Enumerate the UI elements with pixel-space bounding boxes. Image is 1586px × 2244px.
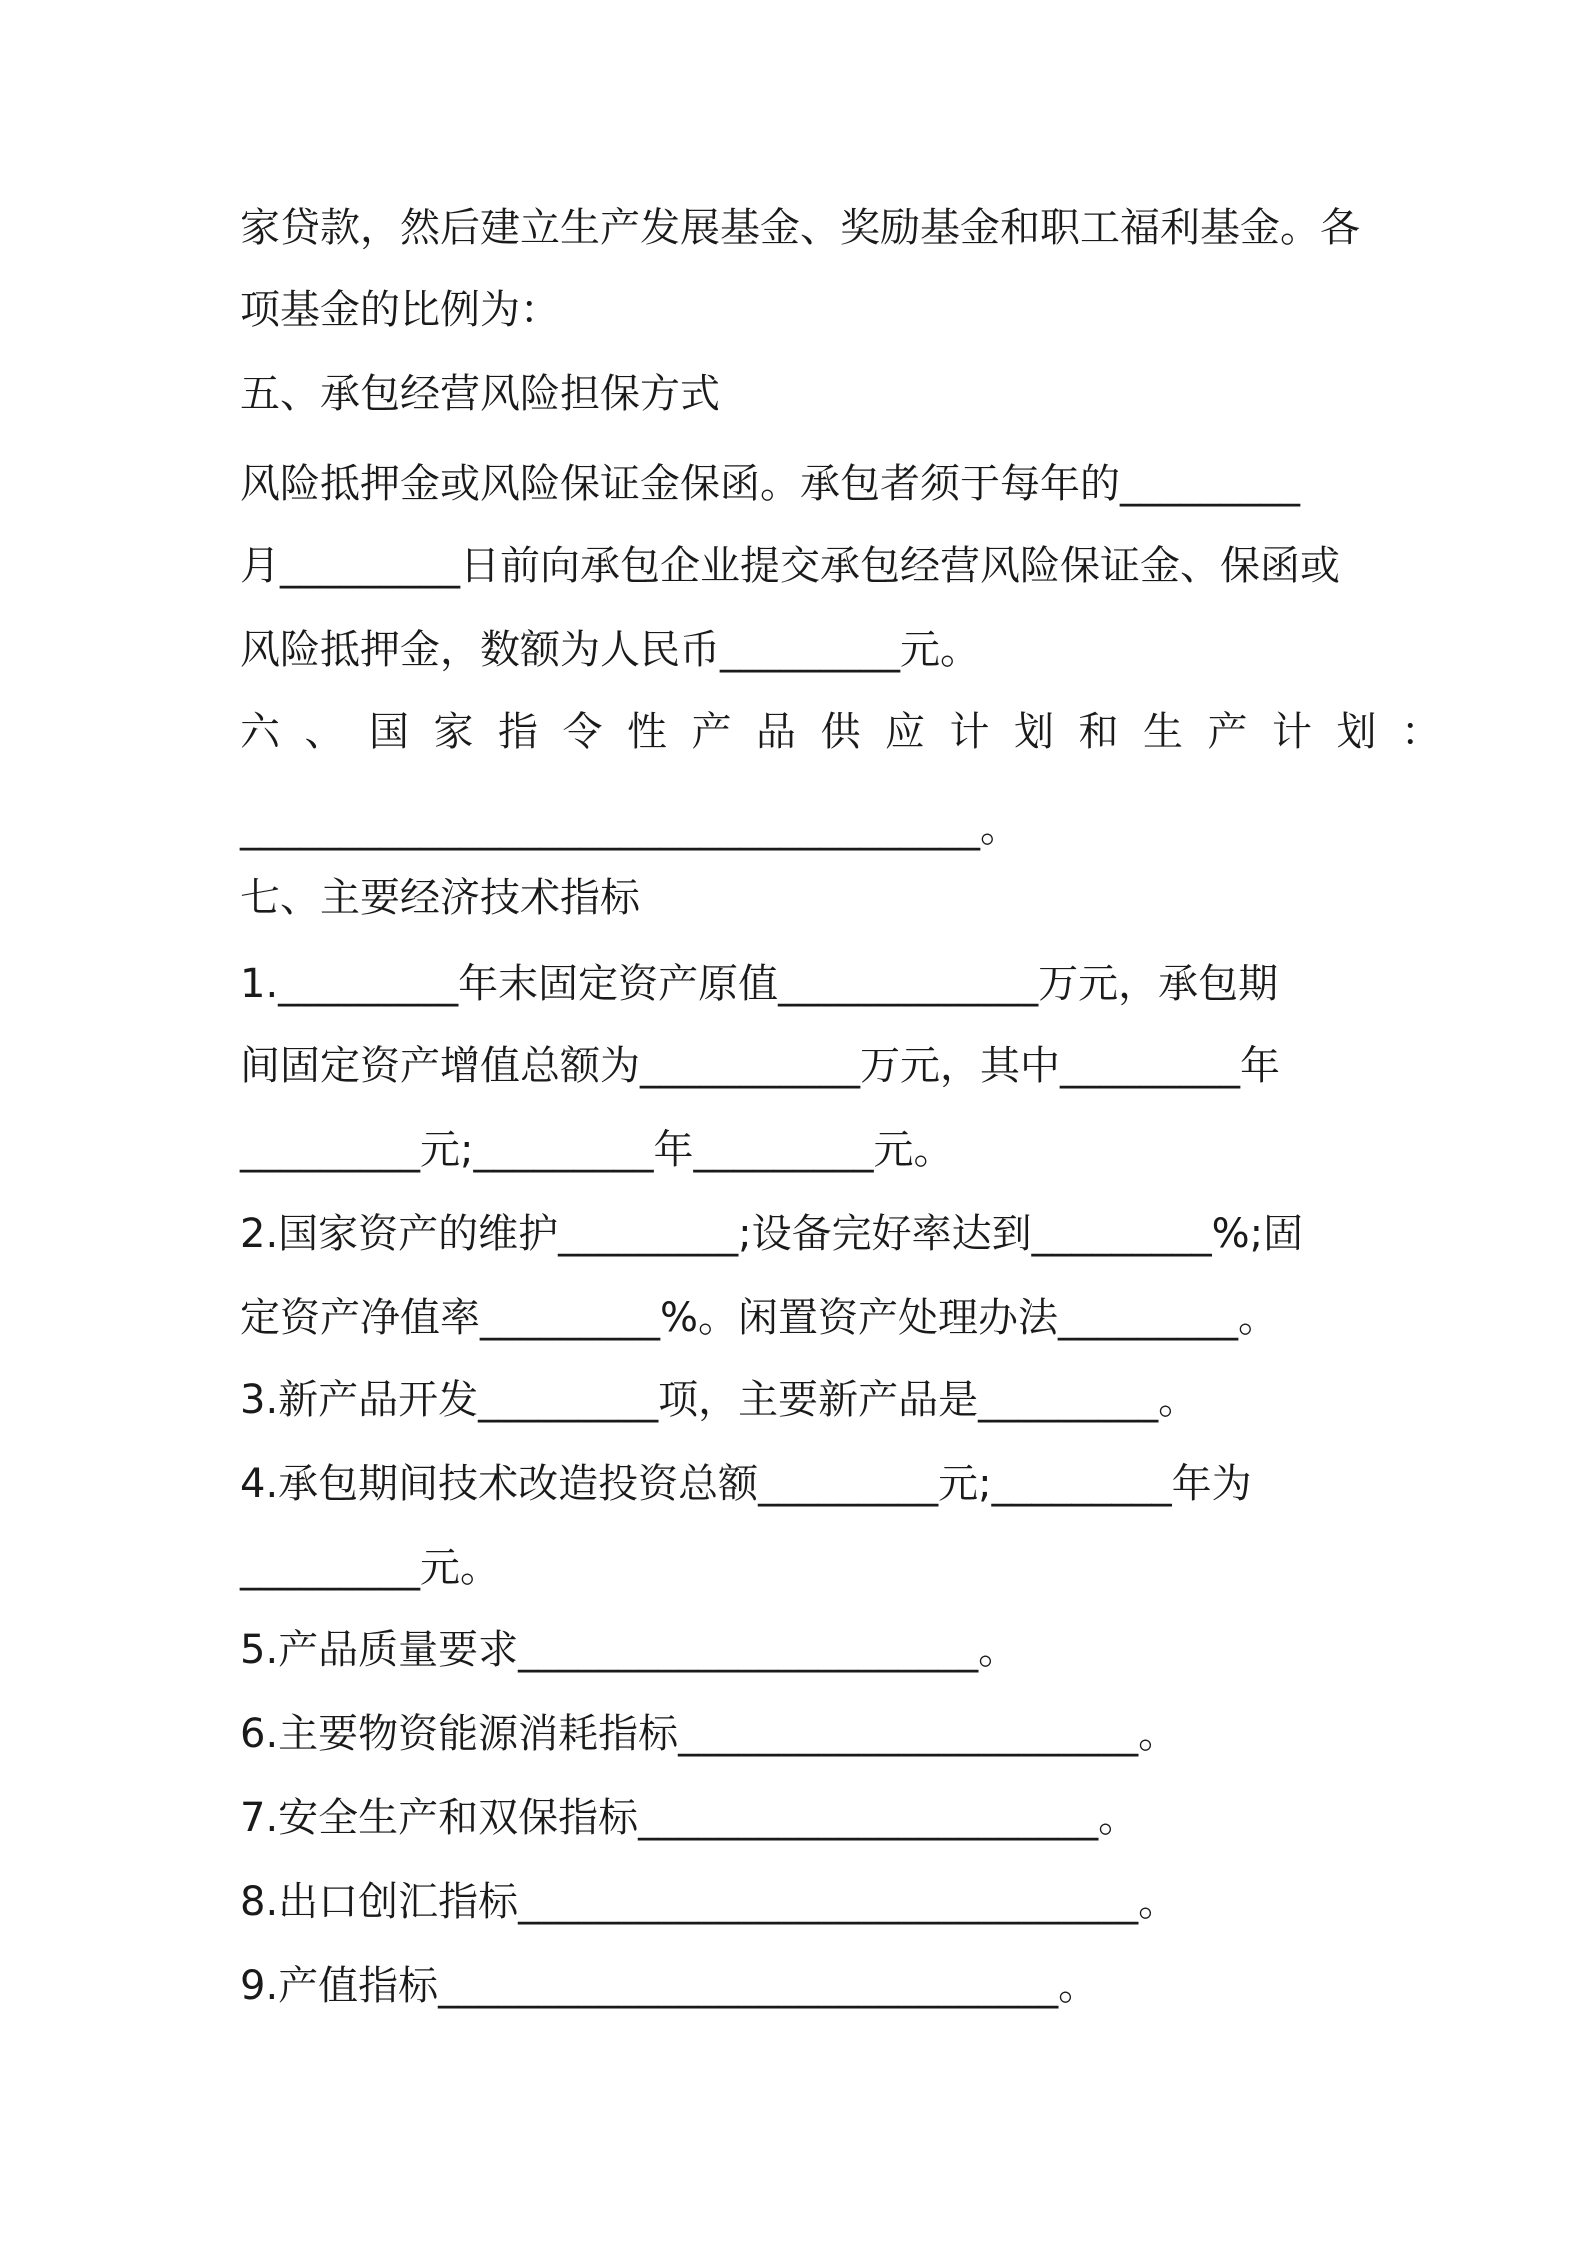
list-item-continuation: _________元。 [240, 1545, 500, 1591]
list-item: 8.出口创汇指标_______________________________。 [240, 1879, 1179, 1925]
body-line: 项基金的比例为： [240, 287, 560, 333]
body-line: 家贷款，然后建立生产发展基金、奖励基金和职工福利基金。各 [240, 205, 1360, 251]
list-item-continuation: _________元;_________年_________元。 [240, 1127, 954, 1173]
list-item: 5.产品质量要求_______________________。 [240, 1627, 1019, 1673]
list-item: 4.承包期间技术改造投资总额_________元;_________年为 [240, 1461, 1252, 1507]
list-item-continuation: 定资产净值率_________%。闲置资产处理办法_________。 [240, 1295, 1279, 1341]
list-item: 7.安全生产和双保指标_______________________。 [240, 1795, 1139, 1841]
body-line: 风险抵押金或风险保证金保函。承包者须于每年的_________ [240, 461, 1300, 507]
list-item: 6.主要物资能源消耗指标_______________________。 [240, 1711, 1179, 1757]
body-line: 风险抵押金，数额为人民币_________元。 [240, 627, 980, 673]
section-heading: 六、国家指令性产品供应计划和生产计划： [240, 709, 1466, 755]
list-item: 9.产值指标_______________________________。 [240, 1963, 1099, 2009]
list-item-continuation: 间固定资产增值总额为___________万元，其中_________年 [240, 1043, 1280, 1089]
blank-line: _____________________________________。 [240, 805, 1020, 851]
body-line: 月_________日前向承包企业提交承包经营风险保证金、保函或 [240, 543, 1340, 589]
list-item: 3.新产品开发_________项，主要新产品是_________。 [240, 1377, 1199, 1423]
section-heading: 五、承包经营风险担保方式 [240, 371, 720, 417]
section-heading: 七、主要经济技术指标 [240, 875, 640, 921]
list-item: 2.国家资产的维护_________;设备完好率达到_________%;固 [240, 1211, 1304, 1257]
list-item: 1._________年末固定资产原值_____________万元，承包期 [240, 961, 1279, 1007]
